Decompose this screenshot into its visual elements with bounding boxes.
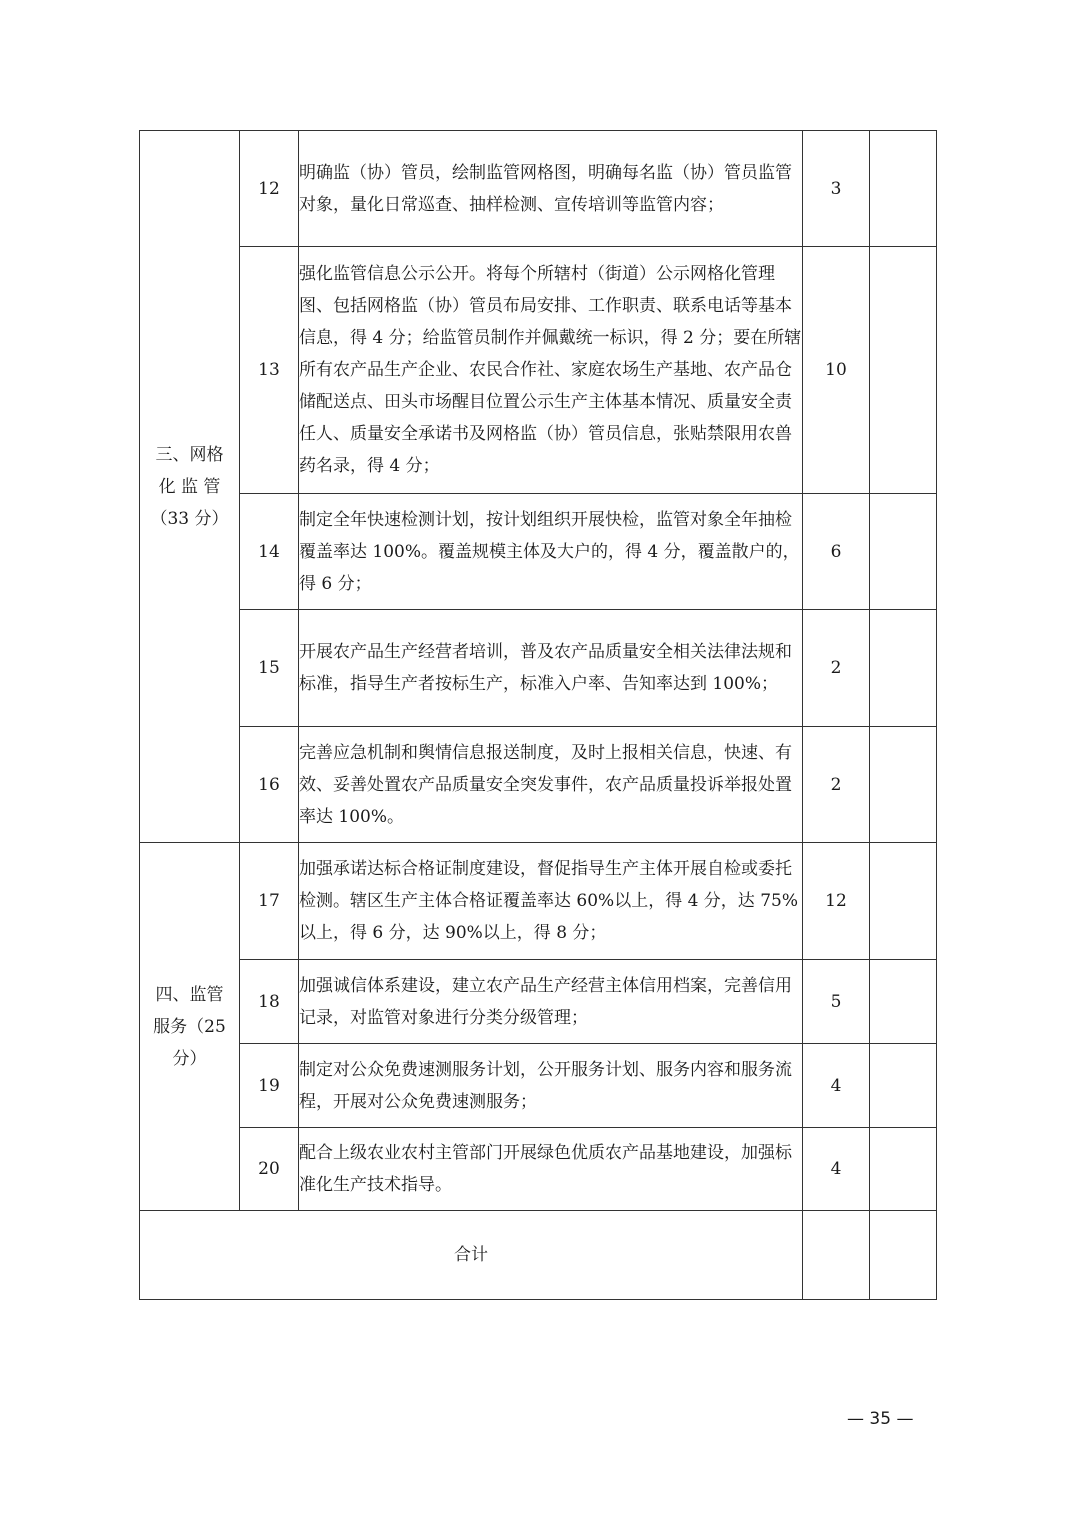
item-number: 18 <box>240 960 299 1044</box>
blank-cell <box>870 1128 937 1211</box>
category-line: 三、网格 <box>155 444 224 465</box>
table-row <box>140 1128 937 1211</box>
total-score-cell <box>803 1211 870 1300</box>
table-row <box>140 1044 937 1128</box>
item-number: 16 <box>240 727 299 843</box>
blank-cell <box>870 131 937 247</box>
item-description: 制定全年快速检测计划，按计划组织开展快检，监管对象全年抽检覆盖率达 100%。覆盖规模主体及大户的，得 4 分，覆盖散户的，得 6 分； <box>299 494 803 610</box>
item-number: 13 <box>240 247 299 494</box>
item-description: 强化监管信息公示公开。将每个所辖村（街道）公示网格化管理图、包括网格监（协）管员布局安排、工作职责、联系电话等基本信息，得 4 分；给监管员制作并佩戴统一标识，得 2 分；要在所辖所有农产品生产企业、农民合作社、家庭农场生产基地、农产品仓储配送点、田头市场醒目位置公示生产主体基本情况、质量安全责任人、质量安全承诺书及网格监（协）管员信息，张贴禁限用农兽药名录，得 4 分； <box>299 247 803 494</box>
item-number: 20 <box>240 1128 299 1211</box>
item-score: 2 <box>803 727 870 843</box>
blank-cell <box>870 247 937 494</box>
table-row <box>140 494 937 610</box>
item-score: 4 <box>803 1044 870 1128</box>
blank-cell <box>870 843 937 960</box>
blank-cell <box>870 960 937 1044</box>
blank-cell <box>870 727 937 843</box>
category-line: 四、监管 <box>155 984 224 1005</box>
table-row <box>140 960 937 1044</box>
category-line: （33 分） <box>150 508 229 529</box>
blank-cell <box>870 494 937 610</box>
item-score: 3 <box>803 131 870 247</box>
blank-cell <box>870 1044 937 1128</box>
item-score: 12 <box>803 843 870 960</box>
item-number: 15 <box>240 610 299 727</box>
category-cell <box>140 131 240 843</box>
table-row <box>140 727 937 843</box>
scoring-table <box>139 130 937 1300</box>
table-row <box>140 610 937 727</box>
blank-cell <box>870 1211 937 1300</box>
page-number: — 35 — <box>847 1409 914 1429</box>
item-number: 17 <box>240 843 299 960</box>
table-row <box>140 131 937 247</box>
category-line: 分） <box>172 1048 207 1069</box>
table-row <box>140 843 937 960</box>
category-line: 化 监 管 <box>158 476 221 497</box>
item-description: 开展农产品生产经营者培训，普及农产品质量安全相关法律法规和标准，指导生产者按标生产，标准入户率、告知率达到 100%； <box>299 610 803 727</box>
category-line: 服务（25 <box>153 1016 226 1037</box>
item-score: 10 <box>803 247 870 494</box>
item-description: 完善应急机制和舆情信息报送制度，及时上报相关信息，快速、有效、妥善处置农产品质量安全突发事件，农产品质量投诉举报处置率达 100%。 <box>299 727 803 843</box>
item-number: 12 <box>240 131 299 247</box>
table-row <box>140 247 937 494</box>
item-score: 2 <box>803 610 870 727</box>
item-number: 19 <box>240 1044 299 1128</box>
item-description: 明确监（协）管员，绘制监管网格图，明确每名监（协）管员监管对象，量化日常巡查、抽样检测、宣传培训等监管内容； <box>299 131 803 247</box>
category-cell <box>140 843 240 1211</box>
item-number: 14 <box>240 494 299 610</box>
item-score: 6 <box>803 494 870 610</box>
total-row <box>140 1211 937 1300</box>
item-description: 加强诚信体系建设，建立农产品生产经营主体信用档案，完善信用记录，对监管对象进行分类分级管理； <box>299 960 803 1044</box>
item-description: 配合上级农业农村主管部门开展绿色优质农产品基地建设，加强标准化生产技术指导。 <box>299 1128 803 1211</box>
item-description: 加强承诺达标合格证制度建设，督促指导生产主体开展自检或委托检测。辖区生产主体合格证覆盖率达 60%以上，得 4 分，达 75%以上，得 6 分，达 90%以上，得 8 分； <box>299 843 803 960</box>
item-score: 5 <box>803 960 870 1044</box>
item-description: 制定对公众免费速测服务计划，公开服务计划、服务内容和服务流程，开展对公众免费速测服务； <box>299 1044 803 1128</box>
total-label: 合计 <box>140 1211 803 1300</box>
item-score: 4 <box>803 1128 870 1211</box>
blank-cell <box>870 610 937 727</box>
